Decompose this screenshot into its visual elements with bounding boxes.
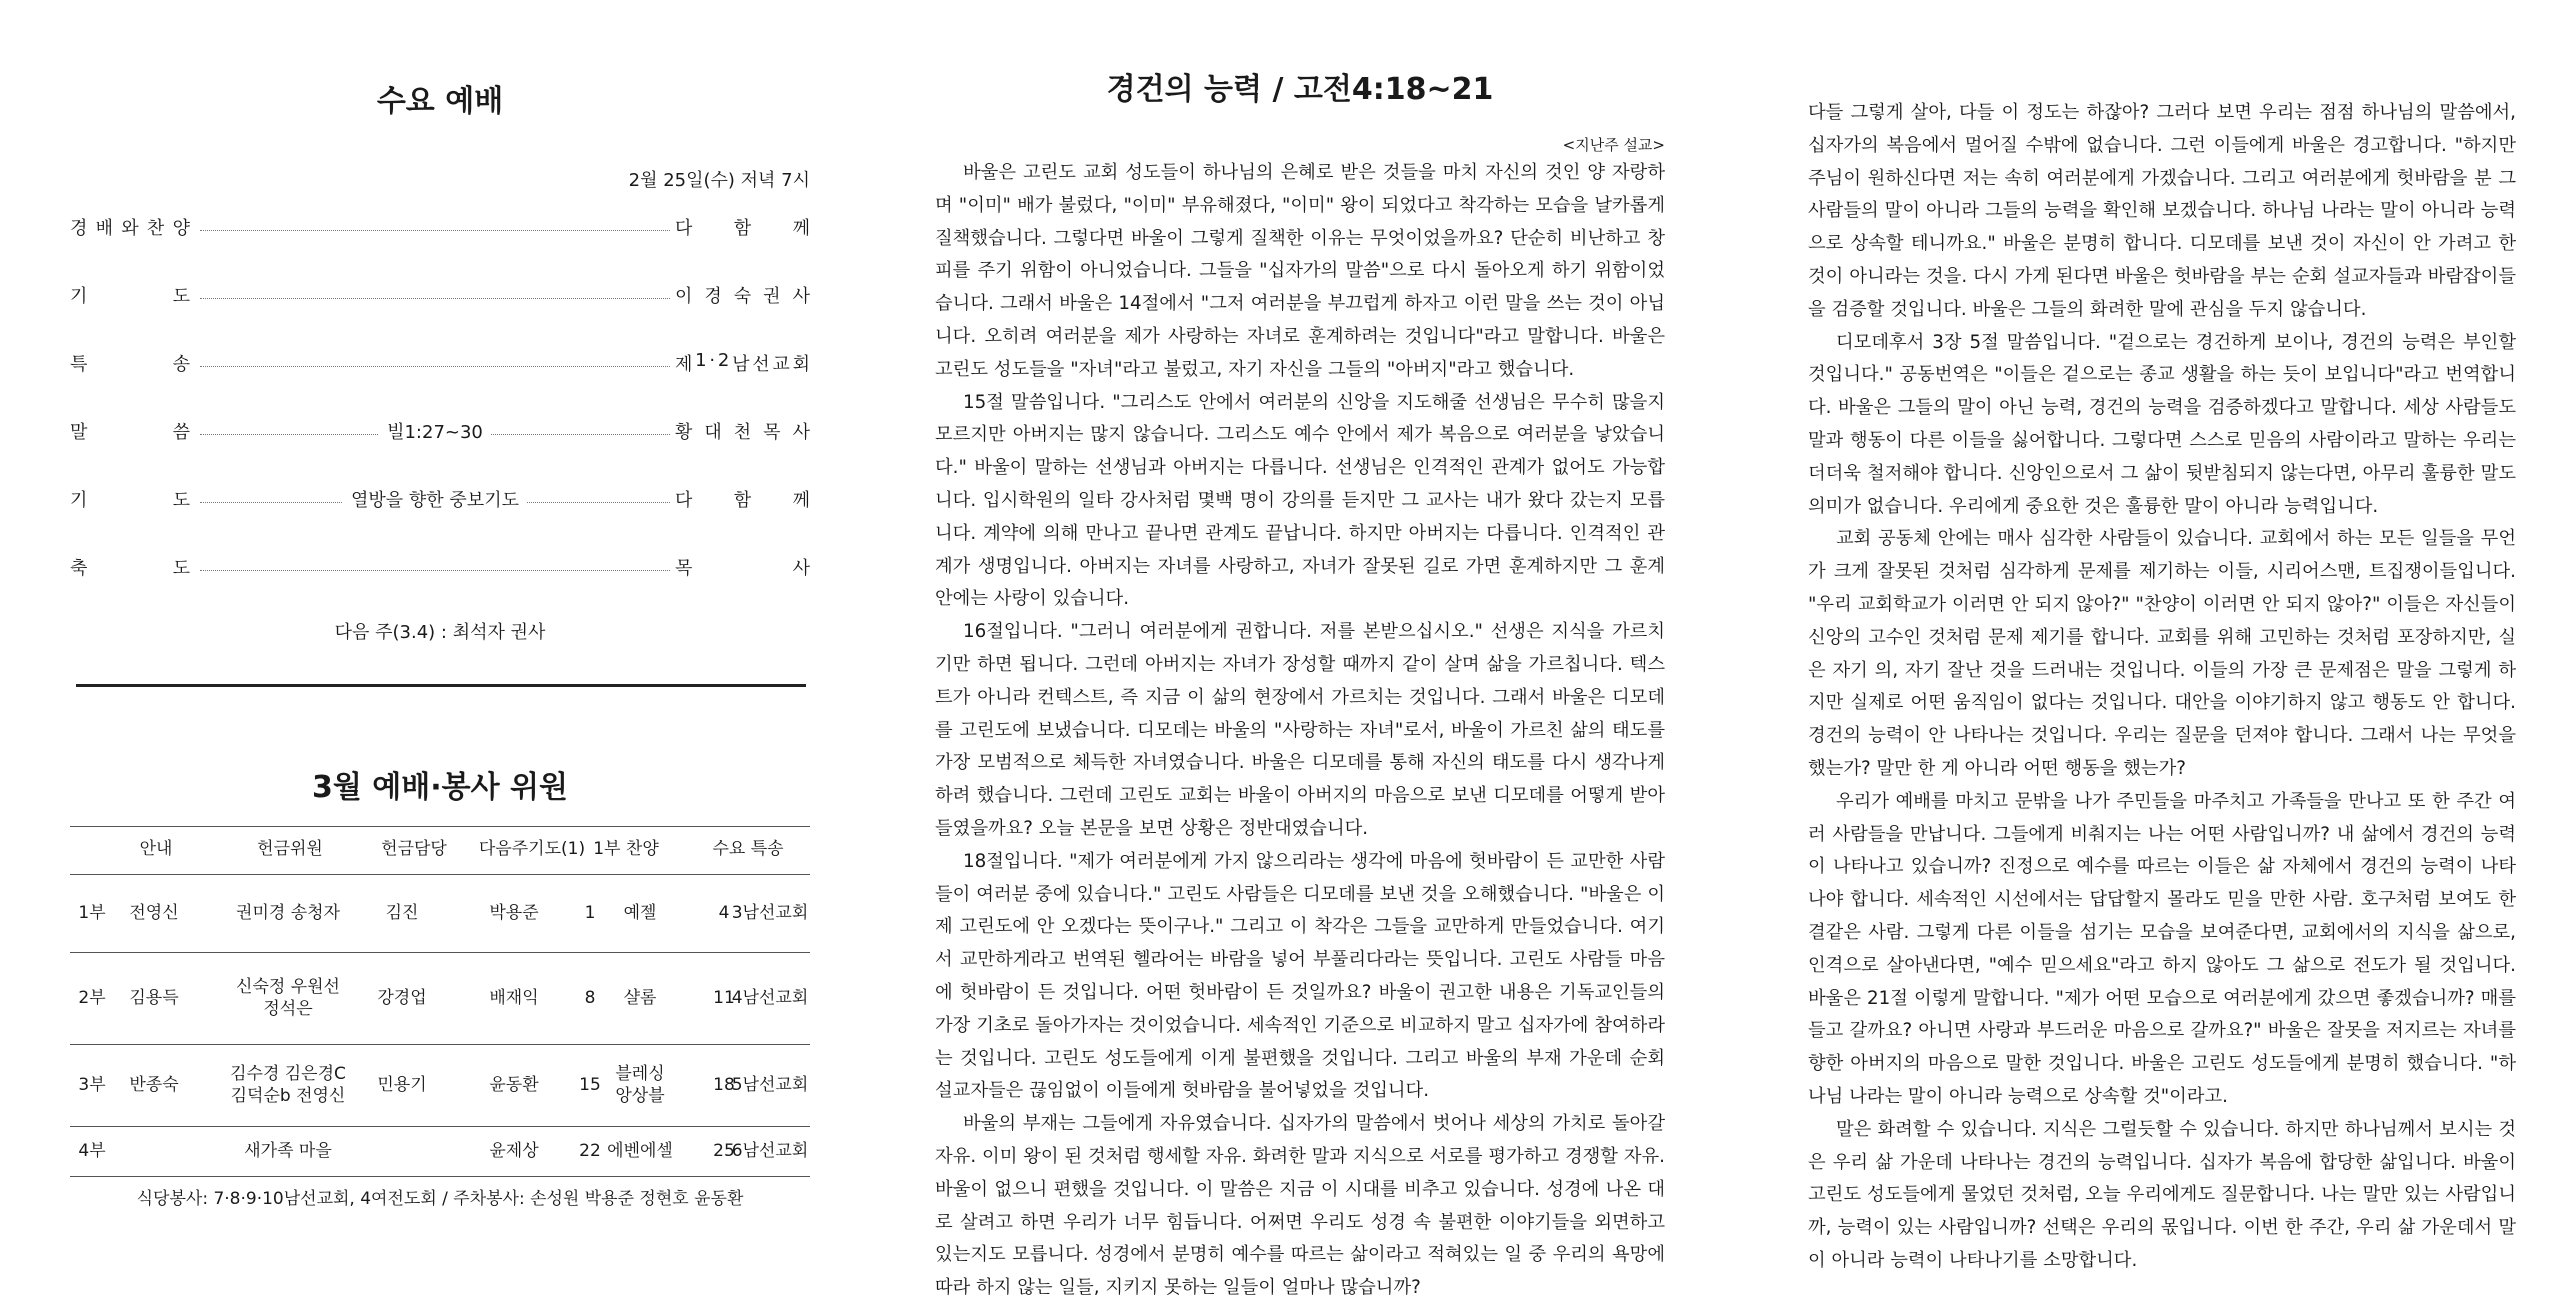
- program-row: [70, 418, 810, 448]
- sermon-title: 경건의 능력 / 고전4:18~21: [1106, 72, 1494, 107]
- program-item: 특 송: [70, 354, 190, 375]
- offering-team: 새가족 마을: [244, 1141, 332, 1161]
- program-item: 경 배 와 찬 양: [70, 218, 190, 239]
- special-song-group: 5남선교회: [731, 1075, 809, 1095]
- program-row: [70, 350, 810, 380]
- special-song-group: 3남선교회: [731, 903, 809, 923]
- sermon-paragraph: 18절입니다. "제가 여러분에게 가지 않으리라는 생각에 마음에 헛바람이 든 교만한 사람들이 여러분 중에 있습니다." 고린도 사람들은 디모데를 보낸 것을 오해했습니다. "바울은 이제 고린도에 안 오겠다는 뜻이구나." 그리고 이 착각은 그들을 교만하게 만들었습니다. 여기서 교만하게라고 번역된 헬라어는 바람을 넣어 부풀리다라는 뜻입니다. 고린도 사람들 마음에 헛바람이 든 것입니다. 어떤 헛바람이 든 것일까요? 바울이 권고한 내용은 기독교인들의 가장 기초로 돌아가자는 것이었습니다. 세속적인 기준으로 비교하지 말고 십자가에 참여하라는 것입니다. 고린도 성도들에게 이게 불편했을 것입니다. 그리고 바울의 부재 가운데 순회 설교자들은 끊임없이 이들에게 헛바람을 불어넣었을 것입니다.: [935, 850, 1665, 1102]
- program-item: 기 도: [70, 286, 190, 307]
- special-number: 4: [718, 903, 730, 923]
- program-leader: 제 1 · 2 남 선 교 회: [675, 350, 810, 375]
- sermon-paragraph: 16절입니다. "그러니 여러분에게 권합니다. 저를 본받으십시오." 선생은 지식을 가르치기만 하면 됩니다. 그런데 아버지는 자녀가 장성할 때까지 같이 살며 삶을 가르칩니다. 텍스트가 아니라 컨텍스트, 즉 지금 이 삶의 현장에서 가르치는 것입니다. 그래서 바울은 디모데를 고린도에 보냈습니다. 디모데는 바울의 "사랑하는 자녀"로서, 바울이 가르친 삶의 태도를 가장 모범적으로 체득한 자녀였습니다. 바울은 디모데를 통해 자신의 태도를 다시 생각나게 하려 했습니다. 그런데 고린도 교회는 바울이 아버지의 마음으로 보낸 디모데를 어떻게 받아들였을까요? 오늘 본문을 보면 상황은 정반대였습니다.: [935, 621, 1665, 839]
- program-detail: [200, 486, 670, 512]
- sermon-paragraph: 다들 그렇게 살아, 다들 이 정도는 하잖아? 그러다 보면 우리는 점점 하나님의 말씀에서, 십자가의 복음에서 멀어질 수밖에 없습니다. 그런 이들에게 바울은 경고합니다. "하지만 주님이 원하신다면 저는 속히 여러분에게 가겠습니다. 그리고 여러분에게 헛바람을 분 그 사람들의 말이 아니라 그들의 능력을 확인해 보겠습니다. 하나님 나라는 말이 아니라 능력으로 상속할 테니까요." 바울은 분명히 합니다. 디모데를 보낸 것이 자신이 안 가려고 한 것이 아니라는 것을. 다시 가게 된다면 바울은 헛바람을 부는 순회 설교자들과 바람잡이들을 검증할 것입니다. 바울은 그들의 화려한 말에 관심을 두지 않습니다.: [1808, 102, 2516, 320]
- program-row: [70, 486, 810, 516]
- next-prayer: 윤제상: [489, 1141, 539, 1161]
- offering-treasurer: 김진: [385, 903, 419, 923]
- praise-number: 15: [579, 1075, 601, 1095]
- worship-date: 2월 25일(수) 저녁 7시: [628, 170, 810, 191]
- table-rule: [70, 1176, 810, 1177]
- table-header-cell: 다음주기도(1): [478, 839, 586, 859]
- program-leader: 다 함 께: [675, 490, 810, 511]
- program-row: [70, 554, 810, 584]
- program-leader: 다 함 께: [675, 218, 810, 239]
- program-item: 축 도: [70, 558, 190, 579]
- program-leader: 이 경 숙 권 사: [675, 286, 810, 307]
- special-number: 25: [713, 1141, 735, 1161]
- praise-team: 예젤: [623, 903, 657, 923]
- worship-title: 수요 예배: [376, 84, 504, 119]
- sermon-paragraph: 우리가 예배를 마치고 문밖을 나가 주민들을 마주치고 가족들을 만나고 또 한 주간 여러 사람들을 만납니다. 그들에게 비춰지는 나는 어떤 사람입니까? 내 삶에서 경건의 능력이 나타나고 있습니까? 진정으로 예수를 따르는 이들은 삶 자체에서 경건의 능력이 나타나야 합니다. 세속적인 시선에서는 답답할지 몰라도 믿을 만한 사람. 호구처럼 보여도 한결같은 사람. 그렇게 다른 이들을 섬기는 모습을 보여준다면, 교회에서의 지식을 삶으로, 인격으로 살아낸다면, "예수 믿으세요"라고 하지 않아도 그 삶으로 전도가 될 것입니다. 바울은 21절 이렇게 말합니다. "제가 어떤 모습으로 여러분에게 갔으면 좋겠습니까? 매를 들고 갈까요? 아니면 사랑과 부드러운 마음으로 갈까요?" 바울은 잘못을 저지르는 자녀를 향한 아버지의 마음으로 말한 것입니다. 바울은 고린도 성도들에게 분명히 했습니다. "하나님 나라는 말이 아니라 능력으로 상속할 것"이라고.: [1808, 790, 2516, 1107]
- sermon-paragraph: 디모데후서 3장 5절 말씀입니다. "겉으로는 경건하게 보이나, 경건의 능력은 부인할 것입니다." 공동번역은 "이들은 겉으로는 종교 생활을 하는 듯이 보입니다"라고 번역합니다. 바울은 그들의 말이 아닌 능력, 경건의 능력을 검증하겠다고 말합니다. 세상 사람들도 말과 행동이 다른 이들을 싫어합니다. 그렇다면 스스로 믿음의 사람이라고 말하는 우리는 더더욱 철저해야 합니다. 신앙인으로서 그 삶이 뒷받침되지 않는다면, 아무리 훌륭한 말도 의미가 없습니다. 우리에게 중요한 것은 훌륭한 말이 아니라 능력입니다.: [1808, 331, 2516, 517]
- program-leader: 황 대 천 목 사: [675, 422, 810, 443]
- table-rule: [70, 874, 810, 875]
- table-header-cell: 헌금위원: [257, 839, 323, 859]
- table-header-cell: 헌금담당: [381, 839, 447, 859]
- table-header-cell: 수요 특송: [712, 839, 784, 859]
- offering-team: 신숙정 우원선 정석은: [236, 977, 340, 1019]
- duty-title: 3월 예배·봉사 위원: [311, 770, 569, 805]
- praise-number: 8: [584, 988, 596, 1008]
- program-row: [70, 214, 810, 244]
- offering-team: 김수경 김은경C 김덕순b 전영신: [230, 1064, 346, 1106]
- praise-team: 블레싱 앙상블: [615, 1064, 665, 1106]
- next-prayer: 박용준: [489, 903, 539, 923]
- special-number: 18: [713, 1075, 735, 1095]
- service-label: 1부: [78, 903, 106, 923]
- program-item: 말 씀: [70, 422, 190, 443]
- praise-number: 22: [579, 1141, 601, 1161]
- sermon-paragraph: 바울은 고린도 교회 성도들이 하나님의 은혜로 받은 것들을 마치 자신의 것인 양 자랑하며 "이미" 배가 불렀다, "이미" 부유해졌다, "이미" 왕이 되었다고 착각하는 모습을 날카롭게 질책했습니다. 그렇다면 바울이 그렇게 질책한 이유는 무엇이었을까요? 단순히 비난하고 창피를 주기 위함이 아니었습니다. 그들을 "십자가의 말씀"으로 다시 돌아오게 하기 위함이었습니다. 그래서 바울은 14절에서 "그저 여러분을 부끄럽게 하자고 이런 말을 쓰는 것이 아닙니다. 오히려 여러분을 제가 사랑하는 자녀로 훈계하려는 것입니다"라고 말합니다. 바울은 고린도 성도들을 "자녀"라고 불렀고, 자기 자신을 그들의 "아버지"라고 했습니다.: [935, 162, 1665, 380]
- offering-team: 권미경 송청자: [236, 903, 340, 923]
- next-week-prayer: 다음 주(3.4) : 최석자 권사: [334, 622, 546, 643]
- service-label: 4부: [78, 1141, 106, 1161]
- dotted-leader: [200, 366, 670, 367]
- duty-footer: 식당봉사: 7·8·9·10남선교회, 4여전도회 / 주차봉사: 손성원 박용준 정현호 윤동환: [136, 1189, 744, 1209]
- program-detail: [200, 418, 670, 444]
- program-item: 기 도: [70, 490, 190, 511]
- sermon-paragraph: 말은 화려할 수 있습니다. 지식은 그럴듯할 수 있습니다. 하지만 하나님께서 보시는 것은 우리 삶 가운데 나타나는 경건의 능력입니다. 십자가 복음에 합당한 삶입니다. 바울이 고린도 성도들에게 물었던 것처럼, 오늘 우리에게도 질문합니다. 나는 말만 있는 사람입니까, 능력이 있는 사람입니까? 선택은 우리의 몫입니다. 이번 한 주간, 우리 삶 가운데서 말이 아니라 능력이 나타나기를 소망합니다.: [1808, 1118, 2516, 1271]
- table-rule: [70, 1044, 810, 1045]
- guide-name: 전영신: [129, 903, 179, 923]
- sermon-body-right: [1808, 97, 2516, 1278]
- table-rule: [70, 952, 810, 953]
- section-divider: [76, 684, 806, 687]
- program-detail-text: 열방을 향한 중보기도: [343, 490, 527, 511]
- dotted-leader: [200, 298, 670, 299]
- guide-name: 김용득: [129, 988, 179, 1008]
- service-label: 2부: [78, 988, 106, 1008]
- dotted-leader: [200, 570, 670, 571]
- sermon-paragraph: 15절 말씀입니다. "그리스도 안에서 여러분의 신앙을 지도해줄 선생님은 무수히 많을지 모르지만 아버지는 많지 않습니다. 그리스도 예수 안에서 제가 복음으로 여러분을 낳았습니다." 바울이 말하는 선생님과 아버지는 다릅니다. 선생님은 인격적인 관계가 없어도 가능합니다. 입시학원의 일타 강사처럼 몇백 명이 강의를 듣지만 그 교사는 내가 왔다 갔는지 모릅니다. 계약에 의해 만나고 끝나면 관계도 끝납니다. 하지만 아버지는 다릅니다. 인격적인 관계가 생명입니다. 아버지는 자녀를 사랑하고, 자녀가 잘못된 길로 가면 훈계하지만 그 훈계 안에는 사랑이 있습니다.: [935, 391, 1665, 610]
- praise-team: 샬롬: [623, 988, 657, 1008]
- offering-treasurer: 강경업: [377, 988, 427, 1008]
- special-number: 11: [713, 988, 735, 1008]
- praise-team: 에벤에셀: [607, 1141, 673, 1161]
- dotted-leader: [200, 230, 670, 231]
- table-header-cell: 안내: [139, 839, 173, 859]
- sermon-note: <지난주 설교>: [1562, 136, 1665, 154]
- sermon-body-left: [935, 157, 1665, 1305]
- program-detail-text: 빌1:27~30: [379, 422, 491, 443]
- special-song-group: 4남선교회: [731, 988, 809, 1008]
- next-prayer: 윤동환: [489, 1075, 539, 1095]
- guide-name: 반종숙: [129, 1075, 179, 1095]
- program-row: [70, 282, 810, 312]
- table-rule: [70, 1126, 810, 1127]
- praise-number: 1: [584, 903, 596, 923]
- sermon-paragraph: 교회 공동체 안에는 매사 심각한 사람들이 있습니다. 교회에서 하는 모든 일들을 무언가 크게 잘못된 것처럼 심각하게 문제를 제기하는 이들, 시리어스맨, 트집쟁이들입니다. "우리 교회학교가 이러면 안 되지 않아?" "찬양이 이러면 안 되지 않아?" 이들은 자신들이 신앙의 고수인 것처럼 문제 제기를 합니다. 교회를 위해 고민하는 것처럼 포장하지만, 실은 자기 의, 자기 잘난 것을 드러내는 것입니다. 이들의 가장 큰 문제점은 말을 그렇게 하지만 실제로 어떤 움직임이 없다는 것입니다. 대안을 이야기하지 않고 행동도 안 합니다. 경건의 능력이 안 나타나는 것입니다. 우리는 질문을 던져야 합니다. 그래서 나는 무엇을 했는가? 말만 한 게 아니라 어떤 행동을 했는가?: [1808, 528, 2516, 779]
- service-label: 3부: [78, 1075, 106, 1095]
- program-leader: 목 사: [675, 558, 810, 579]
- sermon-paragraph: 바울의 부재는 그들에게 자유였습니다. 십자가의 말씀에서 벗어나 세상의 가치로 돌아갈 자유. 이미 왕이 된 것처럼 행세할 자유. 화려한 말과 지식으로 서로를 평가하고 경쟁할 자유. 바울이 없으니 편했을 것입니다. 이 말씀은 지금 이 시대를 비추고 있습니다. 성경에 나온 대로 살려고 하면 우리가 너무 힘듭니다. 어쩌면 우리도 성경 속 불편한 이야기들을 외면하고 있는지도 모릅니다. 성경에서 분명히 예수를 따르는 삶이라고 적혀있는 일 중 우리의 욕망에 따라 하지 않는 일들, 지키지 못하는 일들이 얼마나 많습니까?: [935, 1113, 1665, 1299]
- special-song-group: 6남선교회: [731, 1141, 809, 1161]
- next-prayer: 배재익: [489, 988, 539, 1008]
- table-rule: [70, 826, 810, 827]
- offering-treasurer: 민용기: [377, 1075, 427, 1095]
- table-header-cell: 1부 찬양: [593, 839, 659, 859]
